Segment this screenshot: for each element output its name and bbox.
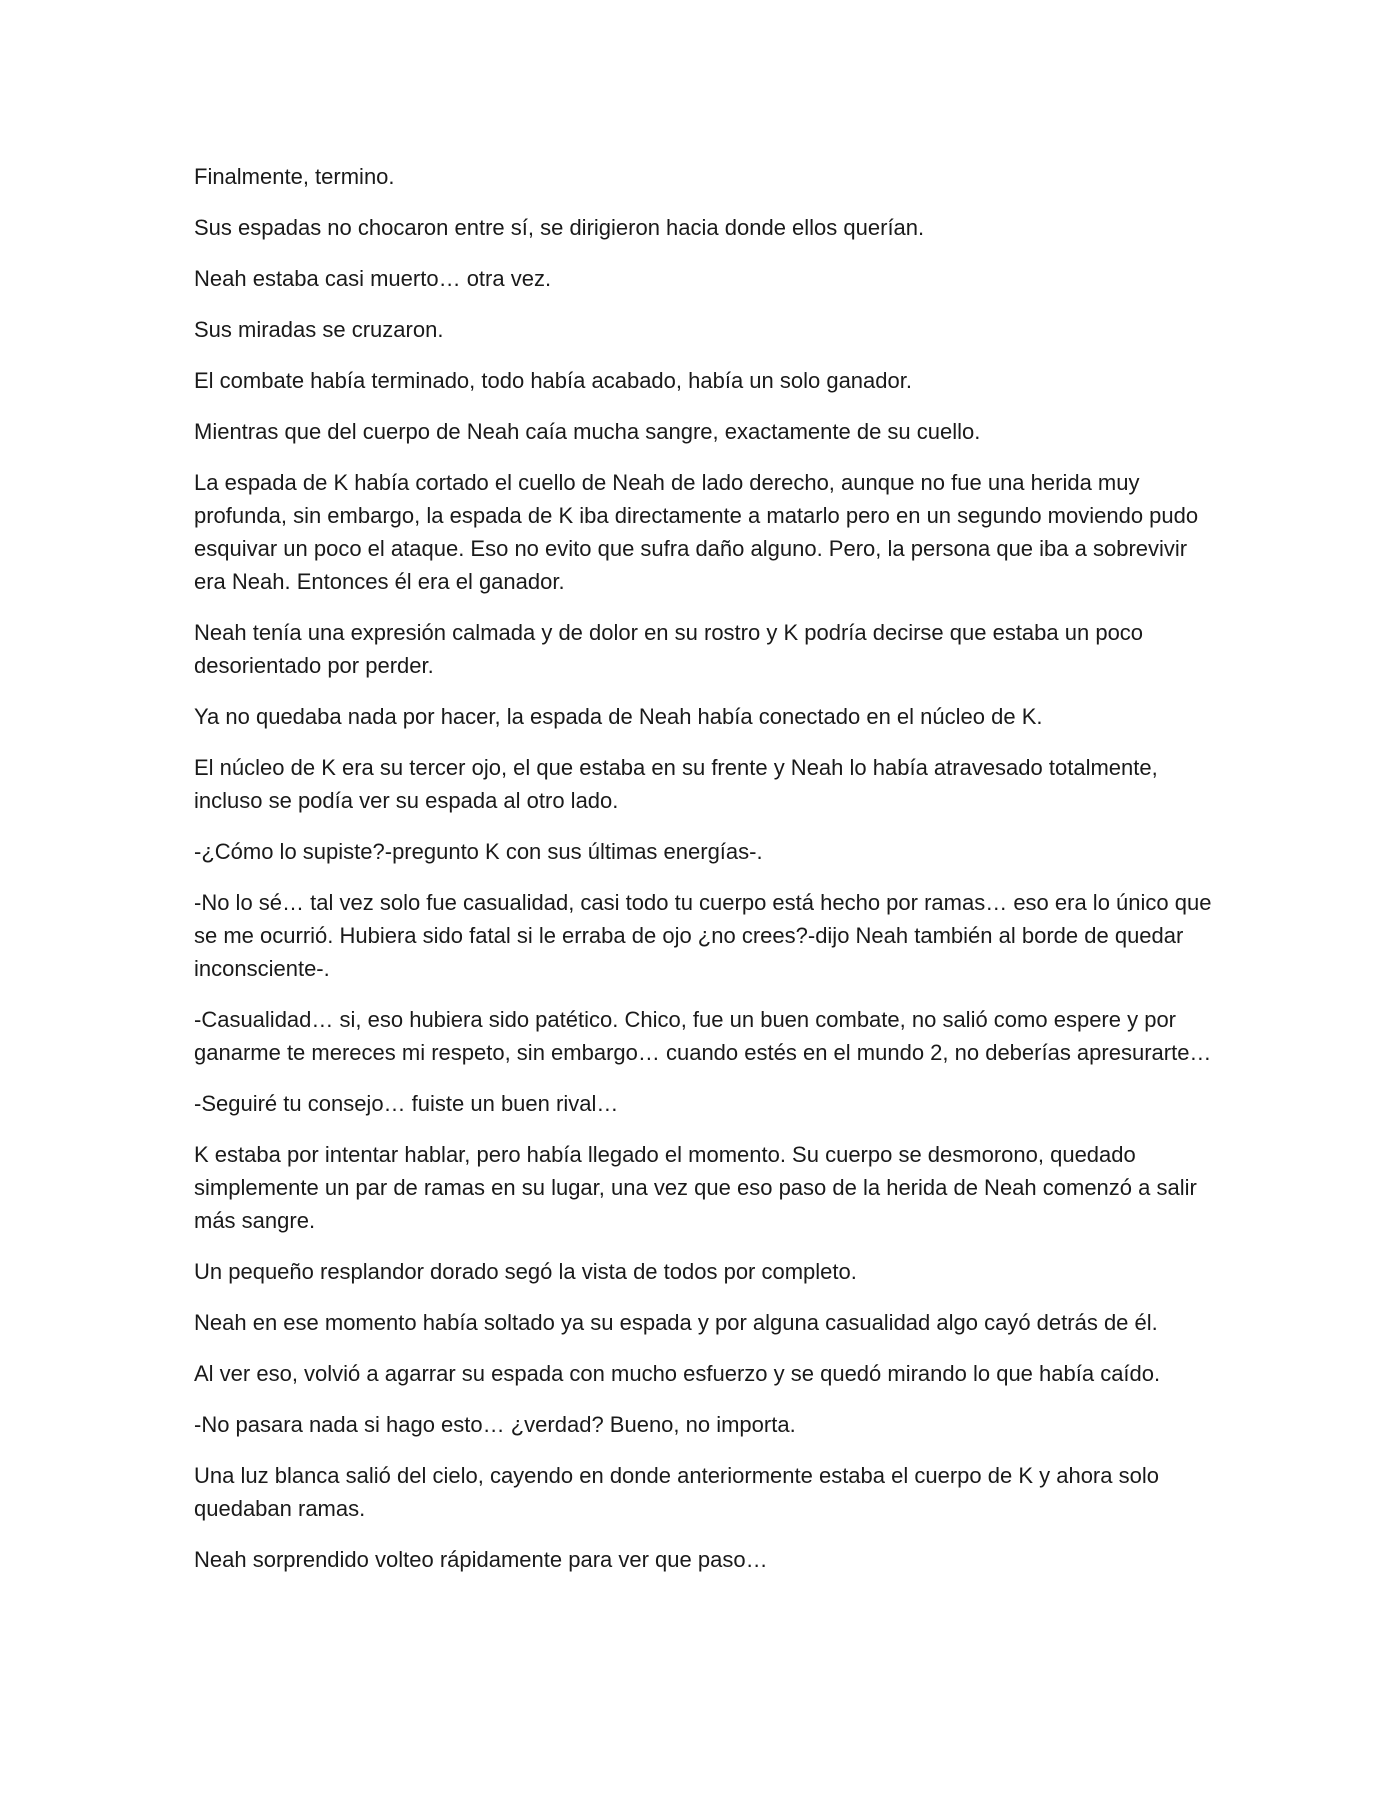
paragraph: -No pasara nada si hago esto… ¿verdad? Bueno, no importa.: [194, 1412, 796, 1437]
paragraph: Al ver eso, volvió a agarrar su espada con mucho esfuerzo y se quedó mirando lo que había caído.: [194, 1361, 1161, 1386]
paragraph: Sus espadas no chocaron entre sí, se dirigieron hacia donde ellos querían.: [194, 215, 925, 240]
paragraph: El combate había terminado, todo había acabado, había un solo ganador.: [194, 368, 912, 393]
paragraph: La espada de K había cortado el cuello de Neah de lado derecho, aunque no fue una herida muy profunda, sin embargo, la espada de K iba directamente a matarlo pero en un segundo moviendo pudo esquivar un poco el ataque. Eso no evito que sufra daño alguno. Pero, la persona que iba a sobrevivir era Neah. Entonces él era el ganador.: [194, 470, 1199, 594]
paragraph: -Seguiré tu consejo… fuiste un buen rival…: [194, 1091, 619, 1116]
paragraph: Ya no quedaba nada por hacer, la espada de Neah había conectado en el núcleo de K.: [194, 704, 1043, 729]
document-body: [194, 160, 1214, 1594]
paragraph: Neah sorprendido volteo rápidamente para ver que paso…: [194, 1547, 768, 1572]
paragraph: Neah tenía una expresión calmada y de dolor en su rostro y K podría decirse que estaba un poco desorientado por perder.: [194, 620, 1144, 678]
paragraph: Sus miradas se cruzaron.: [194, 317, 444, 342]
paragraph: -¿Cómo lo supiste?-pregunto K con sus últimas energías-.: [194, 839, 763, 864]
paragraph: -No lo sé… tal vez solo fue casualidad, casi todo tu cuerpo está hecho por ramas… eso era lo único que se me ocurrió. Hubiera sido fatal si le erraba de ojo ¿no crees?-dijo Neah también al borde de quedar inconsciente-.: [194, 890, 1212, 981]
paragraph: Una luz blanca salió del cielo, cayendo en donde anteriormente estaba el cuerpo de K y ahora solo quedaban ramas.: [194, 1463, 1159, 1521]
paragraph: Neah en ese momento había soltado ya su espada y por alguna casualidad algo cayó detrás de él.: [194, 1310, 1158, 1335]
paragraph: Neah estaba casi muerto… otra vez.: [194, 266, 552, 291]
paragraph: K estaba por intentar hablar, pero había llegado el momento. Su cuerpo se desmorono, quedado simplemente un par de ramas en su lugar, una vez que eso paso de la herida de Neah comenzó a salir más sangre.: [194, 1142, 1197, 1233]
paragraph: El núcleo de K era su tercer ojo, el que estaba en su frente y Neah lo había atravesado totalmente, incluso se podía ver su espada al otro lado.: [194, 755, 1158, 813]
paragraph: Finalmente, termino.: [194, 164, 395, 189]
paragraph: Mientras que del cuerpo de Neah caía mucha sangre, exactamente de su cuello.: [194, 419, 981, 444]
paragraph: -Casualidad… si, eso hubiera sido patético. Chico, fue un buen combate, no salió como espere y por ganarme te mereces mi respeto, sin embargo… cuando estés en el mundo 2, no deberías apresurarte…: [194, 1007, 1212, 1065]
paragraph: Un pequeño resplandor dorado segó la vista de todos por completo.: [194, 1259, 857, 1284]
